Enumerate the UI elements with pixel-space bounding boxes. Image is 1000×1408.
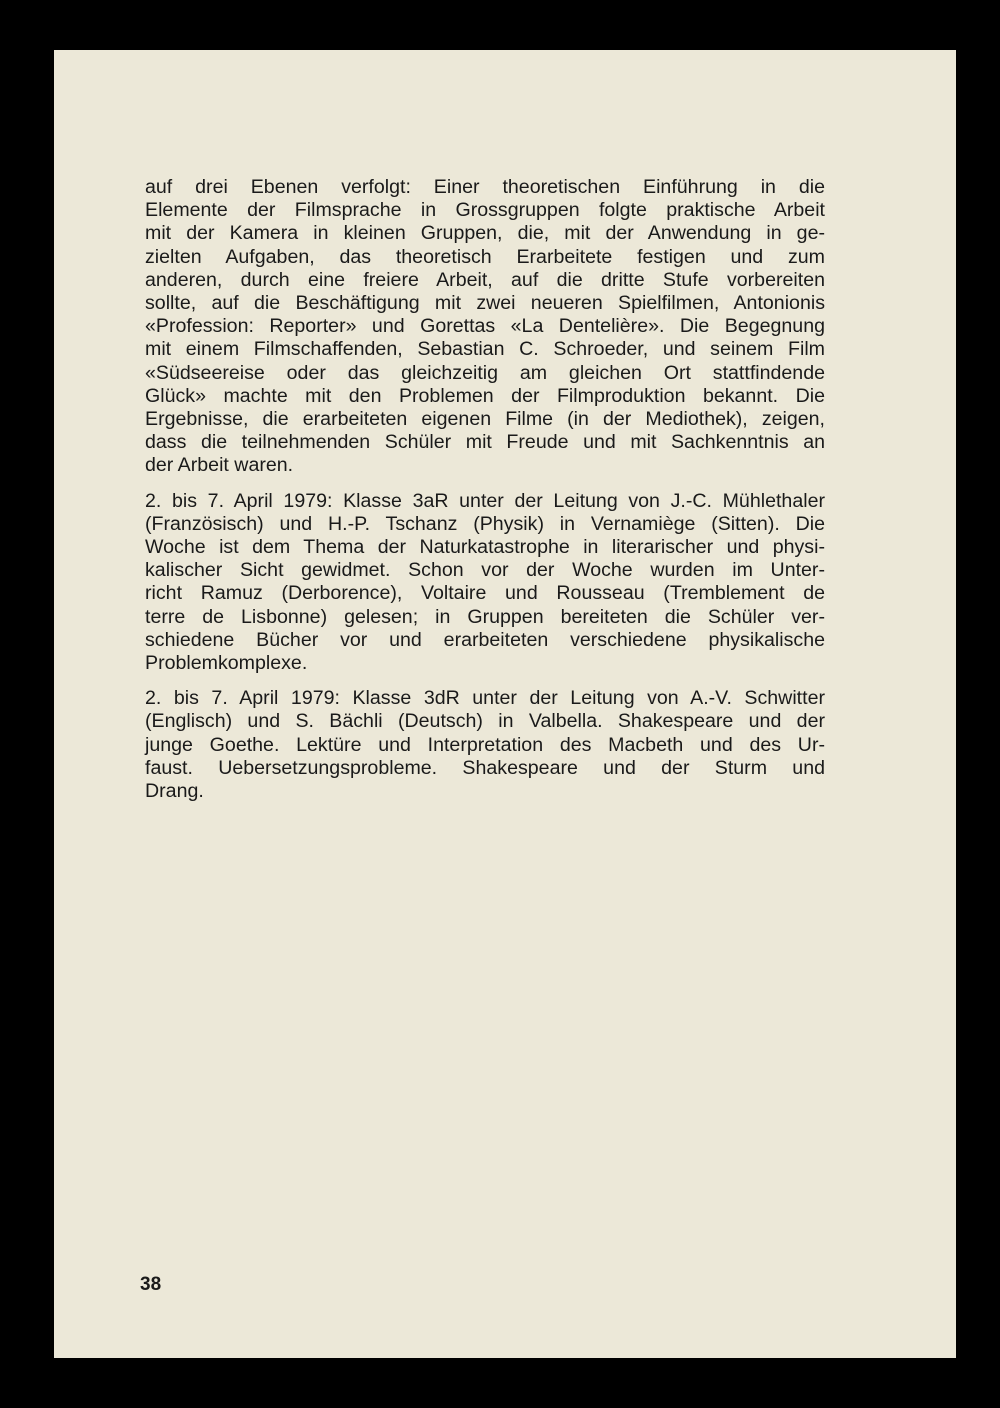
text-line: auf drei Ebenen verfolgt: Einer theoretischen Einführung in die: [145, 176, 825, 198]
text-line: (Englisch) und S. Bächli (Deutsch) in Valbella. Shakespeare und der: [145, 710, 825, 733]
paragraph-class-3dr: [145, 687, 825, 803]
text-line: terre de Lisbonne) gelesen; in Gruppen bereiteten die Schüler ver-: [145, 605, 825, 628]
text-line: kalischer Sicht gewidmet. Schon vor der Woche wurden im Unter-: [145, 559, 825, 582]
paragraph-film-week: [145, 176, 825, 478]
text-line: zielten Aufgaben, das theoretisch Erarbeitete festigen und zum: [145, 245, 825, 268]
text-line: 2. bis 7. April 1979: Klasse 3aR unter der Leitung von J.-C. Mühlethaler: [145, 489, 825, 512]
document-page: [54, 50, 956, 1358]
text-line: richt Ramuz (Derborence), Voltaire und Rousseau (Tremblement de: [145, 582, 825, 605]
text-line: Woche ist dem Thema der Naturkatastrophe in literarischer und physi-: [145, 536, 825, 559]
text-line: Elemente der Filmsprache in Grossgruppen folgte praktische Arbeit: [145, 199, 825, 222]
body-text: [145, 176, 825, 815]
text-line: sollte, auf die Beschäftigung mit zwei neueren Spielfilmen, Antonionis: [145, 292, 825, 315]
text-line: «Profession: Reporter» und Gorettas «La Dentelière». Die Begegnung: [145, 315, 825, 338]
text-line: 2. bis 7. April 1979: Klasse 3dR unter der Leitung von A.-V. Schwitter: [145, 687, 825, 710]
paragraph-class-3ar: [145, 490, 825, 676]
page-number: 38: [140, 1274, 162, 1295]
text-line: schiedene Bücher vor und erarbeiteten verschiedene physikalische: [145, 628, 825, 651]
text-line: mit der Kamera in kleinen Gruppen, die, mit der Anwendung in ge-: [145, 222, 825, 245]
text-line: anderen, durch eine freiere Arbeit, auf die dritte Stufe vorbereiten: [145, 268, 825, 291]
text-line: der Arbeit waren.: [145, 454, 294, 477]
text-line: (Französisch) und H.-P. Tschanz (Physik) in Vernamiège (Sitten). Die: [145, 512, 825, 535]
text-line: mit einem Filmschaffenden, Sebastian C. Schroeder, und seinem Film: [145, 338, 825, 361]
text-line: Problemkomplexe.: [145, 652, 308, 675]
text-line: Drang.: [145, 780, 204, 803]
text-line: faust. Uebersetzungsprobleme. Shakespeare und der Sturm und: [145, 756, 825, 779]
text-line: junge Goethe. Lektüre und Interpretation des Macbeth und des Ur-: [145, 733, 825, 756]
text-line: Glück» machte mit den Problemen der Filmproduktion bekannt. Die: [145, 384, 825, 407]
text-line: «Südseereise oder das gleichzeitig am gleichen Ort stattfindende: [145, 361, 825, 384]
text-line: Ergebnisse, die erarbeiteten eigenen Filme (in der Mediothek), zeigen,: [145, 408, 825, 431]
text-line: dass die teilnehmenden Schüler mit Freude und mit Sachkenntnis an: [145, 431, 825, 454]
